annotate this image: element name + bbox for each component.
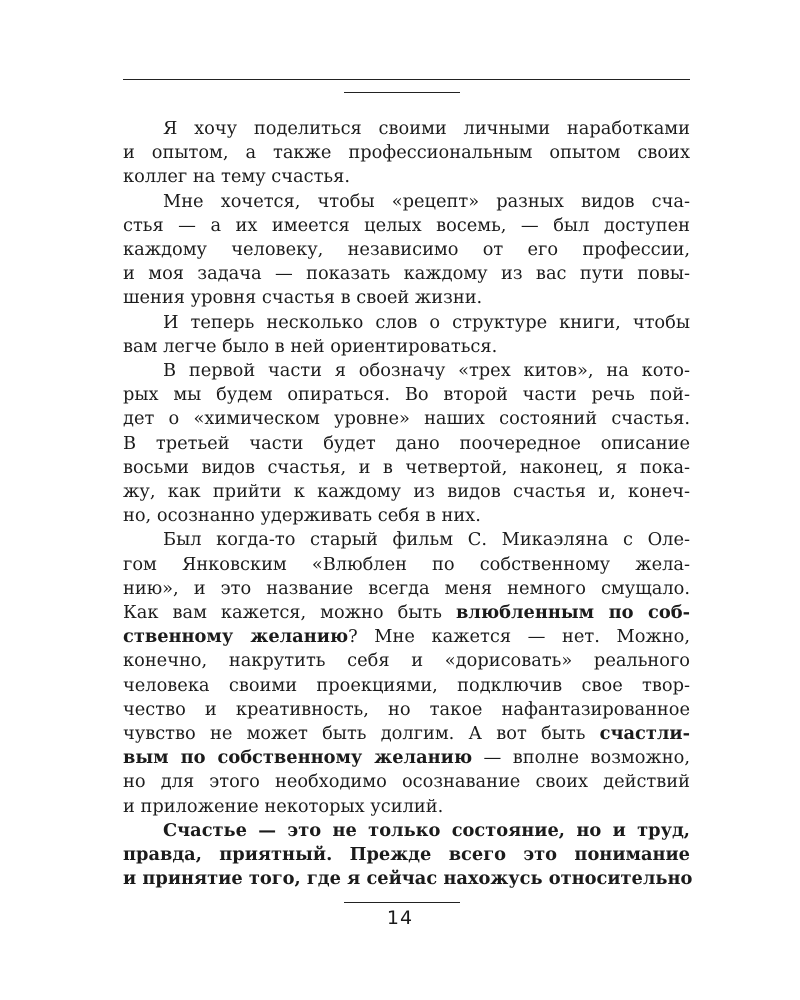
text-line xyxy=(123,262,690,286)
footer-short-rule xyxy=(344,902,460,903)
text-line xyxy=(123,698,690,722)
text-run: нию», и это название всегда меня немного смущало. xyxy=(123,577,690,599)
bold-text: Счастье — это не только состояние, но и труд, xyxy=(163,819,690,841)
paragraph xyxy=(123,117,690,190)
text-run: но для этого необходимо осознавание своих действий xyxy=(123,771,690,793)
bold-text: правда, приятный. Прежде всего это понимание xyxy=(123,844,690,866)
text-run: Как вам кажется, можно быть xyxy=(123,602,456,624)
text-run: но, осознанно удерживать себя в них. xyxy=(123,505,481,527)
text-line xyxy=(123,117,690,141)
bold-text: и принятие того, где я сейчас нахожусь относительно xyxy=(123,868,693,890)
text-line xyxy=(123,432,690,456)
text-run: гом Янковским «Влюблен по собственному жела- xyxy=(123,553,690,575)
text-line xyxy=(123,795,690,819)
text-run: человека своими проекциями, подключив свое твор- xyxy=(123,674,690,696)
text-run: ? Мне кажется — нет. Можно, xyxy=(348,626,690,648)
text-run: и моя задача — показать каждому из вас пути повы- xyxy=(123,263,690,285)
bold-text: ственному желанию xyxy=(123,626,349,648)
text-line xyxy=(123,359,690,383)
text-line xyxy=(123,577,690,601)
text-run: Был когда-то старый фильм С. Микаэляна с Оле- xyxy=(163,529,690,551)
text-run: восьми видов счастья, и в четвертой, наконец, я пока- xyxy=(123,456,690,478)
page-number: 14 xyxy=(386,907,414,929)
text-line xyxy=(123,770,690,794)
text-line xyxy=(123,165,690,189)
text-run: чувство не может быть долгим. А вот быть xyxy=(123,723,600,745)
text-run: дет о «химическом уровне» наших состояний счастья. xyxy=(123,408,690,430)
text-line xyxy=(123,141,690,165)
text-line xyxy=(123,867,693,891)
text-line xyxy=(123,601,690,625)
text-line xyxy=(123,407,690,431)
text-run: и опытом, а также профессиональным опытом своих xyxy=(123,142,690,164)
text-run: вам легче было в ней ориентироваться. xyxy=(123,335,498,357)
paragraph xyxy=(123,190,690,311)
text-line xyxy=(123,214,690,238)
text-line xyxy=(123,746,690,770)
paragraph xyxy=(123,819,693,892)
text-line xyxy=(123,674,690,698)
text-run: стья — а их имеется целых восемь, — был доступен xyxy=(123,214,690,236)
text-line xyxy=(123,722,690,746)
text-run: шения уровня счастья в своей жизни. xyxy=(123,287,483,309)
text-run: и приложение некоторых усилий. xyxy=(123,795,444,817)
text-line xyxy=(123,625,690,649)
text-run: конечно, накрутить себя и «дорисовать» реального xyxy=(123,650,690,672)
text-line xyxy=(123,553,690,577)
paragraph xyxy=(123,311,690,359)
text-line xyxy=(123,843,690,867)
text-run: И теперь несколько слов о структуре книги, чтобы xyxy=(163,311,690,333)
text-run: каждому человеку, независимо от его профессии, xyxy=(123,239,690,261)
header-short-rule xyxy=(344,92,460,93)
text-run: Я хочу поделиться своими личными наработками xyxy=(163,118,690,139)
text-line xyxy=(123,311,690,335)
bold-text: счастли- xyxy=(599,723,690,745)
text-line xyxy=(123,819,690,843)
text-line xyxy=(123,383,690,407)
text-run: — вполне возможно, xyxy=(472,747,690,769)
text-run: В третьей части будет дано поочередное описание xyxy=(123,432,690,454)
text-run: В первой части я обозначу «трех китов», на кото- xyxy=(163,360,690,382)
text-run: Мне хочется, чтобы «рецепт» разных видов сча- xyxy=(163,190,690,212)
text-line xyxy=(123,649,690,673)
text-line xyxy=(123,528,690,552)
text-run: рых мы будем опираться. Во второй части речь пой- xyxy=(123,384,690,406)
bold-text: влюбленным по соб- xyxy=(455,602,690,624)
text-run: чество и креативность, но такое нафантазированное xyxy=(123,698,690,720)
paragraph xyxy=(123,359,690,528)
text-line xyxy=(123,456,690,480)
text-line xyxy=(123,335,690,359)
text-line xyxy=(123,190,690,214)
header-rule xyxy=(123,79,690,80)
text-line xyxy=(123,238,690,262)
text-line xyxy=(123,480,690,504)
text-run: жу, как прийти к каждому из видов счастья и, конеч- xyxy=(123,481,690,503)
paragraph xyxy=(123,528,690,818)
text-run: коллег на тему счастья. xyxy=(123,166,350,188)
text-line xyxy=(123,286,690,310)
body-text xyxy=(123,117,693,892)
text-line xyxy=(123,504,690,528)
bold-text: вым по собственному желанию xyxy=(123,747,473,769)
